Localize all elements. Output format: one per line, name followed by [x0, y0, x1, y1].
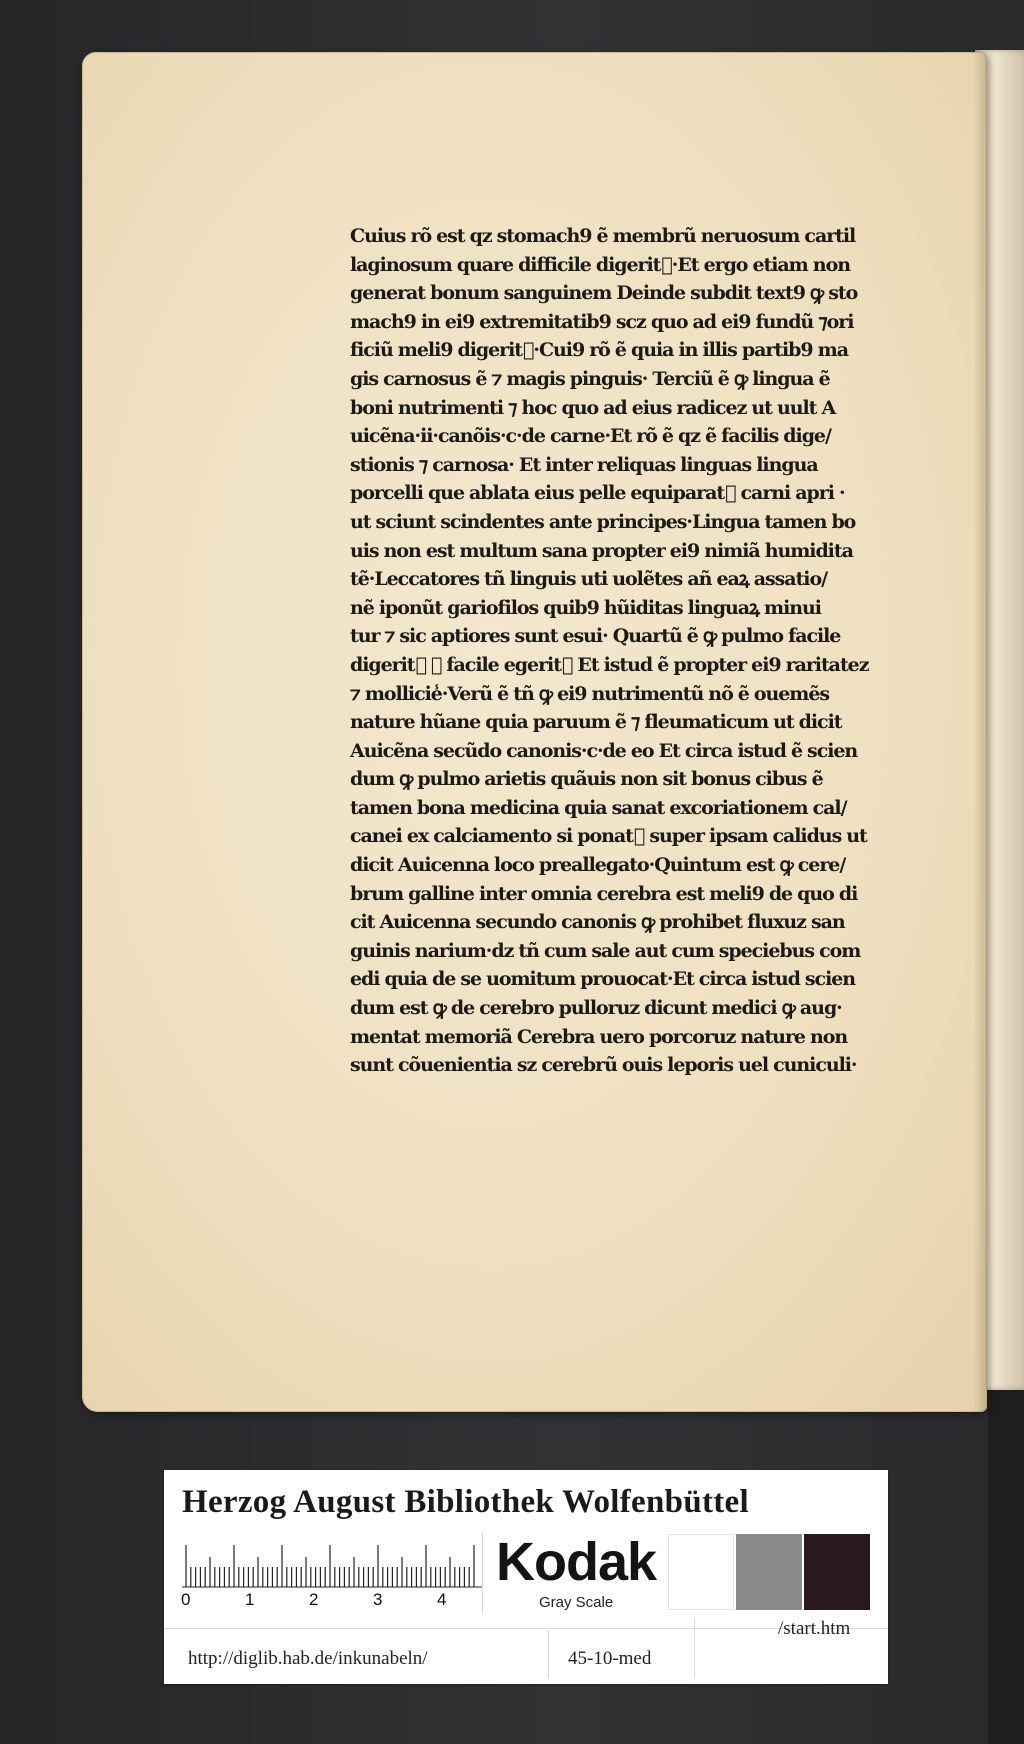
divider — [548, 1630, 549, 1678]
text-line: porcelli que ablata eius pelle equiparat᷑ carni apri · — [350, 482, 845, 505]
divider — [694, 1618, 695, 1678]
page-gutter — [973, 52, 987, 1412]
divider — [482, 1532, 483, 1614]
text-line: dum ꝙ pulmo arietis quãuis non sit bonus cibus ẽ — [350, 768, 823, 791]
ruler-label: 4 — [437, 1590, 447, 1609]
text-line: boni nutrimenti ⁊ hoc quo ad eius radicez ut uult A — [350, 396, 836, 419]
text-line: nẽ iponũt gariofilos quib9 hũiditas linguaꝝ minui — [350, 596, 821, 619]
dark-swatch — [804, 1534, 870, 1610]
start-page-link: /start.htm — [778, 1618, 851, 1639]
text-line: tur ⁊ sic aptiores sunt esui· Quartũ ẽ ꝙ pulmo facile — [350, 625, 841, 648]
latin-text-block — [350, 222, 890, 1080]
text-line: mentat memoriã Cerebra uero porcoruz nature non — [350, 1025, 848, 1048]
text-line: tamen bona medicina quia sanat excoriationem cal/ — [350, 796, 847, 819]
shelfmark: 45-10-med — [568, 1648, 652, 1669]
library-name: Herzog August Bibliothek Wolfenbüttel — [182, 1484, 749, 1520]
text-line: gis carnosus ẽ ⁊ magis pinguis· Terciũ ẽ ꝙ lingua ẽ — [350, 367, 830, 390]
text-line: generat bonum sanguinem Deinde subdit text9 ꝙ sto — [350, 282, 858, 305]
text-line: uicẽna·ii·canõis·c·de carne·Et rõ ẽ qz ẽ facilis dige/ — [350, 425, 831, 448]
ruler-label: 3 — [373, 1590, 383, 1609]
ruler-label: 1 — [245, 1590, 255, 1609]
ruler-label: 2 — [309, 1590, 319, 1609]
white-swatch — [668, 1534, 734, 1610]
kodak-logo: Kodak — [496, 1532, 657, 1592]
text-line: guinis narium·dz tñ cum sale aut cum speciebus com — [350, 939, 861, 962]
gray-swatch — [736, 1534, 802, 1610]
text-line: cit Auicenna secundo canonis ꝙ prohibet fluxuz san — [350, 911, 845, 934]
text-line: Cuius rõ est qz stomach9 ẽ membrũ neruosum cartil — [350, 225, 856, 247]
text-line: ficiũ meli9 digerit᷑·Cui9 rõ ẽ quia in illis partib9 ma — [350, 339, 848, 362]
text-line: brum galline inter omnia cerebra est meli9 de quo di — [350, 882, 858, 905]
text-line: ut sciunt scindentes ante principes·Lingua tamen bo — [350, 510, 856, 533]
text-line: uis non est multum sana propter ei9 nimiã humidita — [350, 539, 853, 562]
text-line: dicit Auicenna loco preallegato·Quintum est ꝙ cere/ — [350, 854, 846, 877]
text-line: ⁊ mollicie̾·Verũ ẽ tñ ꝙ ei9 nutrimentũ nõ ẽ ouemẽs — [350, 682, 830, 705]
source-url: http://diglib.hab.de/inkunabeln/ — [188, 1648, 428, 1669]
text-line: tẽ·Leccatores tñ linguis uti uolẽtes añ eaꝝ assatio/ — [350, 568, 827, 591]
adjacent-page-shadow — [988, 1390, 1024, 1744]
text-line: stionis ⁊ carnosa· Et inter reliquas linguas lingua — [350, 453, 818, 476]
text-line: laginosum quare difficile digerit᷑·Et ergo etiam non — [350, 253, 850, 276]
text-line: dum est ꝙ de cerebro pulloruz dicunt medici ꝙ aug· — [350, 997, 842, 1020]
text-line: mach9 in ei9 extremitatib9 scz quo ad ei9 fundũ ⁊ori — [350, 310, 854, 333]
ruler-label: 0 — [181, 1590, 191, 1609]
ruler-scale — [182, 1542, 482, 1588]
text-line: edi quia de se uomitum prouocat·Et circa istud scien — [350, 968, 856, 991]
incunable-page — [82, 52, 987, 1412]
text-line: nature hũane quia paruum ẽ ⁊ fleumaticum ut dicit — [350, 711, 842, 734]
library-calibration-card — [164, 1470, 888, 1684]
text-line: canei ex calciamento si ponat᷑ super ipsam calidus ut — [350, 825, 867, 848]
text-line: digerit᷑ ⁊ facile egerit᷑ Et istud ẽ propter ei9 raritatez — [350, 653, 869, 676]
text-line: Auicẽna secũdo canonis·c·de eo Et circa istud ẽ scien — [350, 739, 858, 762]
text-line: sunt cõuenientia sz cerebrũ ouis leporis uel cuniculi· — [350, 1054, 857, 1077]
gray-scale-label: Gray Scale — [539, 1594, 614, 1611]
